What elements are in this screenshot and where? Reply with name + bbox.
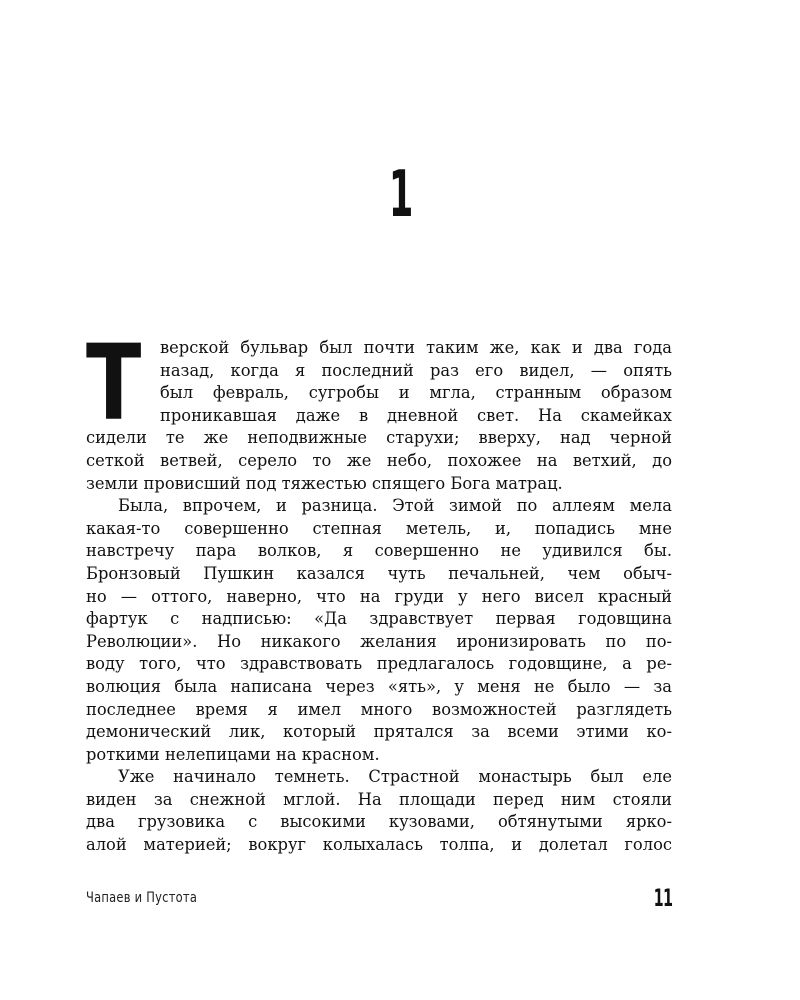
text-line: два грузовика с высокими кузовами, обтянутыми ярко-	[86, 812, 672, 832]
text-line: но — оттого, наверно, что на груди у него висел красный	[86, 586, 672, 606]
text-line: был февраль, сугробы и мгла, странным образом	[160, 383, 672, 403]
text-line: сеткой ветвей, серело то же небо, похожее на ветхий, до	[86, 450, 672, 470]
running-footer-title: Чапаев и Пустота	[86, 890, 198, 906]
text-line: фартук с надписью: «Да здравствует первая годовщина	[86, 609, 672, 629]
text-line: верской бульвар был почти таким же, как и два года	[160, 338, 672, 357]
drop-cap: Т	[86, 322, 142, 444]
paragraph	[86, 766, 672, 856]
text-line: Революции». Но никакого желания иронизировать по по-	[86, 631, 672, 651]
text-line: виден за снежной мглой. На площади перед ним стояли	[86, 789, 672, 809]
body-text	[86, 322, 672, 857]
text-line: сидели те же неподвижные старухи; вверху, над черной	[86, 428, 672, 448]
text-line: земли провисший под тяжестью спящего Бога матрац.	[86, 473, 563, 493]
text-line: Бронзовый Пушкин казался чуть печальней, чем обыч-	[86, 563, 672, 583]
text-line: какая-то совершенно степная метель, и, попадись мне	[86, 518, 672, 538]
text-line: Была, впрочем, и разница. Этой зимой по аллеям мела	[118, 496, 672, 516]
paragraph	[86, 322, 672, 495]
text-line: роткими нелепицами на красном.	[86, 744, 380, 764]
text-line: воду того, что здравствовать предлагалось годовщине, а ре-	[86, 654, 672, 674]
text-line: назад, когда я последний раз его видел, — опять	[160, 360, 672, 380]
text-line: алой материей; вокруг колыхалась толпа, и долетал голос	[86, 835, 672, 855]
page-number: 11	[653, 884, 672, 912]
text-line: последнее время я имел много возможностей разглядеть	[86, 699, 672, 719]
chapter-number: 1	[388, 158, 412, 232]
paragraph	[86, 495, 672, 766]
text-line: проникавшая даже в дневной свет. На скамейках	[160, 405, 672, 425]
text-line: волюция была написана через «ять», у меня не было — за	[86, 676, 672, 696]
text-line: демонический лик, который прятался за всеми этими ко-	[86, 722, 672, 742]
text-line: навстречу пара волков, я совершенно не удивился бы.	[86, 541, 672, 561]
text-line: Уже начинало темнеть. Страстной монастырь был еле	[118, 767, 672, 787]
